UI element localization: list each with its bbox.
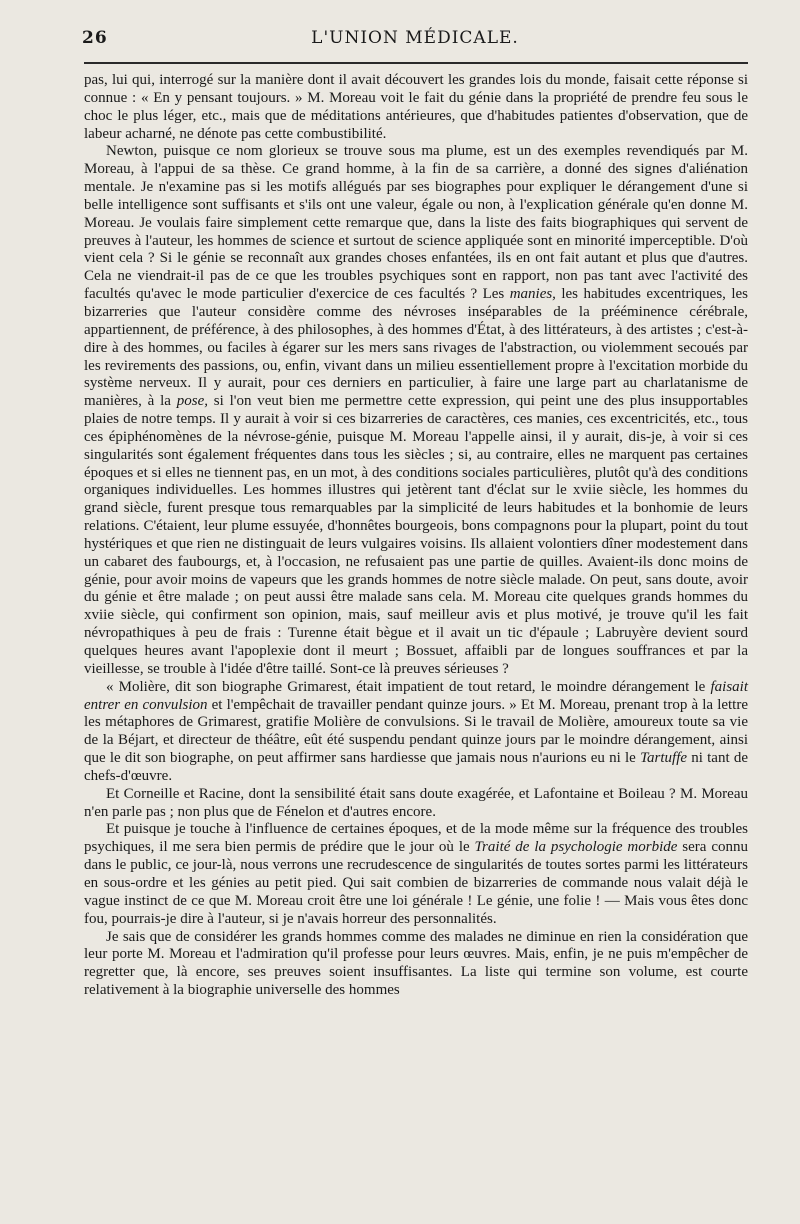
paragraph (84, 929, 748, 1000)
italic-text: faisait entrer en convulsion (84, 678, 748, 713)
italic-text: Tartuffe (640, 750, 688, 767)
italic-text: manies, (509, 286, 556, 303)
text-segment: Newton, puisque ce nom glorieux se trouve sous ma plume, est un des exemples revendiqués par M. Moreau, à l'appui de sa thèse. Ce grand homme, à la fin de sa carrière, a donné des signes d'aliénation mentale. Je n'examine pas si les motifs allégués par ses biographes pour expliquer le dérangement d'une si belle intelligence sont suffisants et s'ils ont une valeur, égale ou non, à l'explication générale qu'en donne M. Moreau. Je voulais faire simplement cette remarque que, dans la liste des faits biographiques qui servent de preuves à l'auteur, les hommes de science et surtout de science appliquée sont en minorité imperceptible. D'où vient cela ? Si le génie se reconnaît aux grandes choses enfantées, ils en ont fait autant et plus que d'autres. Cela ne viendrait-il pas de ce que les troubles psychiques sont en rapport, non pas tant avec l'activité des facultés qu'avec le mode particulier d'exercice de ces facultés ? Les (84, 143, 748, 303)
paragraph (84, 821, 748, 928)
text-segment: Je sais que de considérer les grands hommes comme des malades ne diminue en rien la considération que leur porte M. Moreau et l'admiration qu'il professe pour leurs œuvres. Mais, enfin, je ne puis m'empêcher de regretter que, là encore, ses preuves soient insuffisantes. La liste qui termine son volume, est courte relativement à la biographie universelle des hommes (84, 928, 748, 999)
italic-text: pose, (176, 393, 209, 410)
text-segment: « Molière, dit son biographe Grimarest, était impatient de tout retard, le moindre dérangement le (106, 678, 711, 695)
text-segment: ni tant de chefs-d'œuvre. (84, 750, 748, 784)
body-text (84, 72, 748, 1000)
header-rule (84, 62, 748, 64)
text-segment: pas, lui qui, interrogé sur la manière dont il avait découvert les grandes lois du monde, faisait cette réponse si connue : « En y pensant toujours. » M. Moreau voit le fait du génie dans la propriété de prendre feu sous le choc le plus léger, etc., mais que de méditations antérieures, que d'habitudes patientes d'observation, que de labeur acharné, ne dénote pas cette combustibilité. (84, 72, 748, 142)
text-segment: Et puisque je touche à l'influence de certaines époques, et de la mode même sur la fréquence des troubles psychiques, il me sera bien permis de prédire que le jour où le (84, 821, 748, 856)
running-title: L'UNION MÉDICALE. (311, 28, 519, 48)
text-segment: sera connu dans le public, ce jour-là, nous verrons une recrudescence de singularités de toutes sortes parmi les littérateurs en sous-ordre et les génies au petit pied. Qui sait combien de bizarreries de commande nous valait déjà le vague instinct de ce que M. Moreau croit être une loi générale ! Le génie, une folie ! — Mais vous êtes donc fou, pourrais-je dire à l'auteur, si je n'avais horreur des personnalités. (84, 839, 749, 927)
paragraph (84, 679, 748, 786)
page-header (82, 28, 748, 50)
italic-text: Traité de la psychologie morbide (474, 839, 678, 856)
text-segment: si l'on veut bien me permettre cette expression, qui peint une des plus insupportables plaies de notre temps. Il y aurait à voir si ces bizarreries de caractères, ces manies, ces excentricités, etc., tous ces épiphénomènes de la névrose-génie, puisque M. Moreau l'appelle ainsi, il y aurait, dis-je, à voir si ces singularités sont également fréquentes dans tous les siècles ; si, au contraire, elles ne marquent pas certaines époques et si elles ne tiennent pas, en un mot, à des conditions sociales particulières, plutôt qu'à des conditions organiques individuelles. Les hommes illustres qui jetèrent tant d'éclat sur le xviie siècle, les hommes du grand siècle, furent presque tous remarquables par la simplicité de leurs habitudes et la bonhomie de leurs relations. C'étaient, leur plume essuyée, d'honnêtes bourgeois, bons compagnons pour la plupart, point du tout hystériques et que rien ne distinguait de leurs vulgaires voisins. Ils allaient volontiers dîner modestement dans un cabaret des faubourgs, et, à l'occasion, ne refusaient pas une partie de quilles. Avaient-ils donc moins de génie, pour avoir moins de vapeurs que les grands hommes de notre siècle malade. On peut, sans doute, avoir du génie et être malade ; on peut aussi être malade sans cela. M. Moreau cite quelques grands hommes du xviie siècle, qui confirment son opinion, mais, sauf meilleur avis et plus motivé, je trouve qu'il les fait névropathiques à peu de frais : Turenne était bègue et il avait un tic d'épaule ; Labruyère devient sourd quelques heures avant l'apoplexie dont il meurt ; Bossuet, affaibli par de longues souffrances et par la vieillesse, se trouble à l'idée d'être taillé. Sont-ce là preuves sérieuses ? (84, 393, 748, 677)
page-number: 26 (82, 28, 108, 48)
paragraph (84, 72, 748, 143)
paragraph (84, 143, 748, 678)
text-segment: et l'empêchait de travailler pendant quinze jours. » Et M. Moreau, prenant trop à la lettre les métaphores de Grimarest, gratifie Molière de convulsions. Si le travail de Molière, amoureux toute sa vie de la Béjart, et directeur de théâtre, eût été suspendu pendant quinze jours par le moindre dérangement, ainsi que le dit son biographe, on peut affirmer sans hardiesse que jamais nous n'aurions eu ni le (84, 696, 749, 767)
paragraph (84, 786, 748, 822)
text-segment: Et Corneille et Racine, dont la sensibilité était sans doute exagérée, et Lafontaine et Boileau ? M. Moreau n'en parle pas ; non plus que de Fénelon et d'autres encore. (84, 785, 748, 820)
text-segment: les habitudes excentriques, les bizarreries que l'auteur considère comme des névroses inséparables de la prééminence cérébrale, appartiennent, de préférence, à des philosophes, à des hommes d'État, à des littérateurs, à des artistes ; c'est-à-dire à des hommes, ou faciles à égarer sur les mers sans rivages de l'abstraction, ou violemment secoués par les revirements des passions, ou, enfin, vivant dans un milieu essentiellement propre à l'excitation morbide du système nerveux. Il y aurait, pour ces derniers en particulier, à faire une large part au charlatanisme de manières, à la (84, 286, 748, 410)
